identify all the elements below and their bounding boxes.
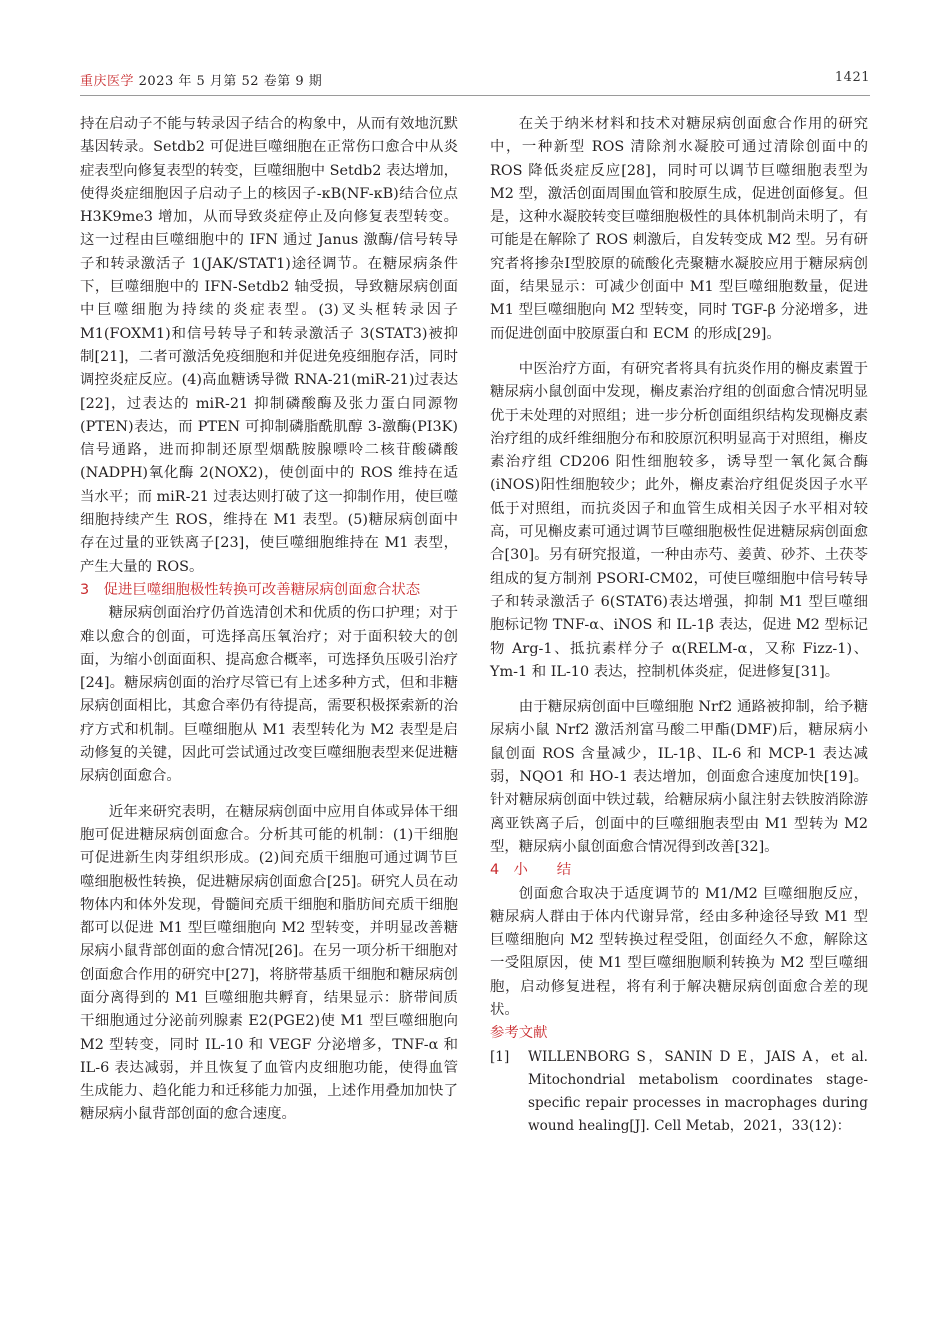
page-number: 1421 <box>834 70 870 85</box>
header-divider <box>80 95 870 96</box>
section-3-heading: 3 促进巨噬细胞极性转换可改善糖尿病创面愈合状态 <box>80 581 421 598</box>
paragraph: 中医治疗方面，有研究者将具有抗炎作用的槲皮素置于糖尿病小鼠创面中发现，槲皮素治疗组的创面愈合情况明显优于未处理的对照组；进一步分析创面组织结构发现槲皮素治疗组的成纤维细胞分布和胶原沉积明显高于对照组，槲皮素治疗组 CD206 阳性细胞较多，诱导型一氧化氮合酶(iNOS)阳性细胞较少；此外，槲皮素治疗组促炎因子水平低于对照组，而抗炎因子和血管生成相关因子水平相对较高，可见槲皮素可通过调节巨噬细胞极性促进糖尿病创面愈合[30]。另有研究报道，一种由赤芍、姜黄、砂芥、土茯苓组成的复方制剂 PSORI-CM02，可使巨噬细胞中信号转导子和转录激活子 6(STAT6)表达增强，抑制 M1 型巨噬细胞标记物 TNF-α、iNOS 和 IL-1β 表达，促进 M2 型标记物 Arg-1、抵抗素样分子 α(RELM-α，又称 Fizz-1)、Ym-1 和 IL-10 表达，控制机体炎症，促进修复[31]。 <box>490 360 868 680</box>
left-column <box>80 113 458 1127</box>
reference-number: [1] <box>490 1048 510 1065</box>
reference-item <box>490 1046 868 1138</box>
paragraph: 糖尿病创面治疗仍首选清创术和优质的伤口护理；对于难以愈合的创面，可选择高压氧治疗；对于面积较大的创面，为缩小创面面积、提高愈合概率，可选择负压吸引治疗[24]。糖尿病创面的治疗尽管已有上述多种方式，但和非糖尿病创面相比，其愈合率仍有待提高，需要积极探索新的治疗方式和机制。巨噬细胞从 M1 表型转化为 M2 表型是启动修复的关键，因此可尝试通过改变巨噬细胞表型来促进糖尿病创面愈合。 <box>80 605 458 785</box>
running-header <box>80 70 870 92</box>
paragraph: 在关于纳米材料和技术对糖尿病创面愈合作用的研究中，一种新型 ROS 清除剂水凝胶可通过清除创面中的 ROS 降低炎症反应[28]，同时可以调节巨噬细胞表型为 M2 型，激活创面周围血管和胶原生成，促进创面修复。但是，这种水凝胶转变巨噬细胞极性的具体机制尚未明了，有可能是在解除了 ROS 刺激后，自发转变成 M2 型。另有研究者将掺杂Ⅰ型胶原的硫酸化壳聚糖水凝胶应用于糖尿病创面，结果显示：可减少创面中 M1 型巨噬细胞数量，促进 M1 型巨噬细胞向 M2 型转变，同时 TGF-β 分泌增多，进而促进创面中胶原蛋白和 ECM 的形成[29]。 <box>490 116 868 342</box>
journal-name: 重庆医学 <box>80 74 135 89</box>
paragraph: 近年来研究表明，在糖尿病创面中应用自体或异体干细胞可促进糖尿病创面愈合。分析其可能的机制：(1)干细胞可促进新生肉芽组织形成。(2)间充质干细胞可通过调节巨噬细胞极性转换，促进糖尿病创面愈合[25]。研究人员在动物体内和体外发现，骨髓间充质干细胞和脂肪间充质干细胞都可以促进 M1 型巨噬细胞向 M2 型转变，并明显改善糖尿病小鼠背部创面的愈合情况[26]。在另一项分析干细胞对创面愈合作用的研究中[27]，将脐带基质干细胞和糖尿病创面分离得到的 M1 巨噬细胞共孵育，结果显示：脐带间质干细胞通过分泌前列腺素 E2(PGE2)使 M1 型巨噬细胞向 M2 型转变，同时 IL-10 和 VEGF 分泌增多，TNF-α 和 IL-6 表达减弱，并且恢复了血管内皮细胞功能，使得血管生成能力、趋化能力和迁移能力加强，上述作用叠加加快了糖尿病小鼠背部创面的愈合速度。 <box>80 803 458 1123</box>
paragraph: 创面愈合取决于适度调节的 M1/M2 巨噬细胞反应，糖尿病人群由于体内代谢异常，经由多种途径导致 M1 型巨噬细胞向 M2 型转换过程受阻，创面经久不愈，解除这一受阻原因，使 M1 型巨噬细胞顺利转换为 M2 型巨噬细胞，启动修复进程，将有利于解决糖尿病创面愈合差的现状。 <box>490 885 868 1018</box>
paragraph: 由于糖尿病创面中巨噬细胞 Nrf2 通路被抑制，给予糖尿病小鼠 Nrf2 激活剂富马酸二甲酯(DMF)后，糖尿病小鼠创面 ROS 含量减少，IL-1β、IL-6 和 MCP-1 表达减弱，NQO1 和 HO-1 表达增加，创面愈合速度加快[19]。针对糖尿病创面中铁过载，给糖尿病小鼠注射去铁胺消除游离亚铁离子后，创面中的巨噬细胞表型由 M1 型转为 M2 型，糖尿病小鼠创面愈合情况得到改善[32]。 <box>490 699 868 855</box>
issue-info: 2023 年 5 月第 52 卷第 9 期 <box>134 74 323 89</box>
reference-text: WILLENBORG S，SANIN D E，JAIS A，et al. Mitochondrial metabolism coordinates stage-specific repair processes in macrophages during wound healing[J]. Cell Metab，2021，33(12)： <box>528 1048 868 1134</box>
references-heading: 参考文献 <box>490 1025 548 1042</box>
right-column <box>490 113 868 1138</box>
section-4-heading: 4 小 结 <box>490 862 572 879</box>
paragraph-continued: 持在启动子不能与转录因子结合的构象中，从而有效地沉默基因转录。Setdb2 可促进巨噬细胞在正常伤口愈合中从炎症表型向修复表型的转变，巨噬细胞中 Setdb2 表达增加，使得炎症细胞因子启动子上的核因子-κB(NF-κB)结合位点 H3K9me3 增加，从而导致炎症停止及向修复表型转变。这一过程由巨噬细胞中的 IFN 通过 Janus 激酶/信号转导子和转录激活子 1(JAK/STAT1)途径调节。在糖尿病条件下，巨噬细胞中的 IFN-Setdb2 轴受损，导致糖尿病创面中巨噬细胞为持续的炎症表型。(3)叉头框转录因子 M1(FOXM1)和信号转导子和转录激活子 3(STAT3)被抑制[21]，二者可激活免疫细胞和并促进免疫细胞存活，同时调控炎症反应。(4)高血糖诱导微 RNA-21(miR-21)过表达[22]，过表达的 miR-21 抑制磷酸酶及张力蛋白同源物(PTEN)表达，而 PTEN 可抑制磷脂酰肌醇 3-激酶(PI3K)信号通路，进而抑制还原型烟酰胺腺嘌呤二核苷酸磷酸(NADPH)氧化酶 2(NOX2)，使创面中的 ROS 维持在适当水平；而 miR-21 过表达则打破了这一抑制作用，使巨噬细胞持续产生 ROS，维持在 M1 表型。(5)糖尿病创面中存在过量的亚铁离子[23]，使巨噬细胞维持在 M1 表型，产生大量的 ROS。 <box>80 116 459 575</box>
